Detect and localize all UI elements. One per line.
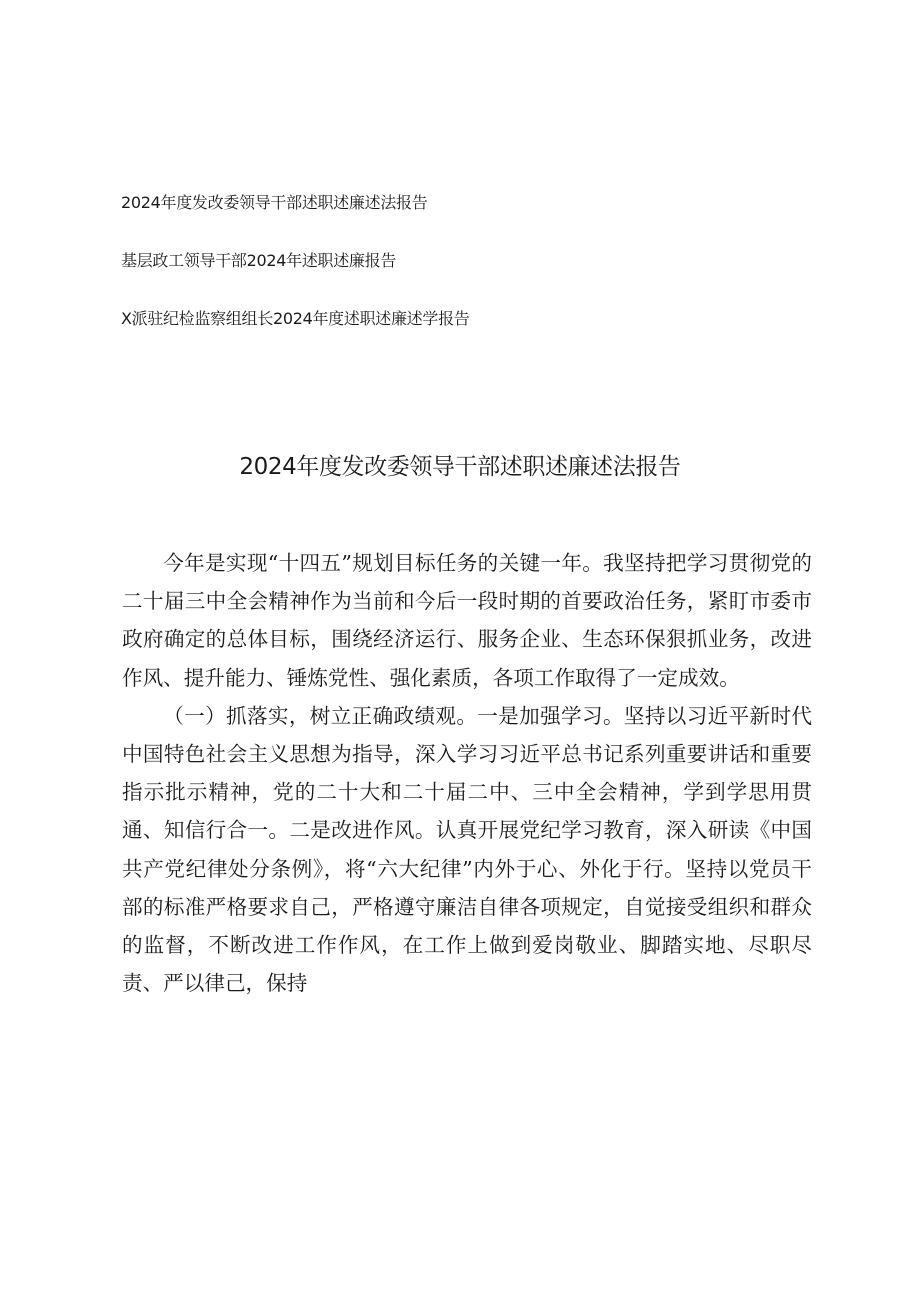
paragraph-2: （一）抓落实，树立正确政绩观。一是加强学习。坚持以习近平新时代中国特色社会主义思想为指导，深入学习习近平总书记系列重要讲话和重要指示批示精神，党的二十大和二十届二中、三中全会精神，学到学思用贯通、知信行合一。二是改进作风。认真开展党纪学习教育，深入研读《中国共产党纪律处分条例》，将“六大纪律”内外于心、外化于行。坚持以党员干部的标准严格要求自己，严格遵守廉洁自律各项规定，自觉接受组织和群众的监督，不断改进工作作风，在工作上做到爱岗敬业、脚踏实地、尽职尽责、严以律己，保持 [122,703,812,996]
document-body [122,544,812,1002]
table-of-contents [121,193,469,329]
toc-item-1[interactable]: 2024年度发改委领导干部述职述廉述法报告 [121,193,428,212]
toc-item-2[interactable]: 基层政工领导干部2024年述职述廉报告 [121,251,397,270]
paragraph-1: 今年是实现“十四五”规划目标任务的关键一年。我坚持把学习贯彻党的二十届三中全会精神作为当前和今后一段时期的首要政治任务，紧盯市委市政府确定的总体目标，围绕经济运行、服务企业、生态环保狠抓业务，改进作风、提升能力、锤炼党性、强化素质，各项工作取得了一定成效。 [122,551,812,690]
toc-item-3[interactable]: X派驻纪检监察组组长2024年度述职述廉述学报告 [121,309,470,328]
document-title: 2024年度发改委领导干部述职述廉述法报告 [239,454,681,480]
